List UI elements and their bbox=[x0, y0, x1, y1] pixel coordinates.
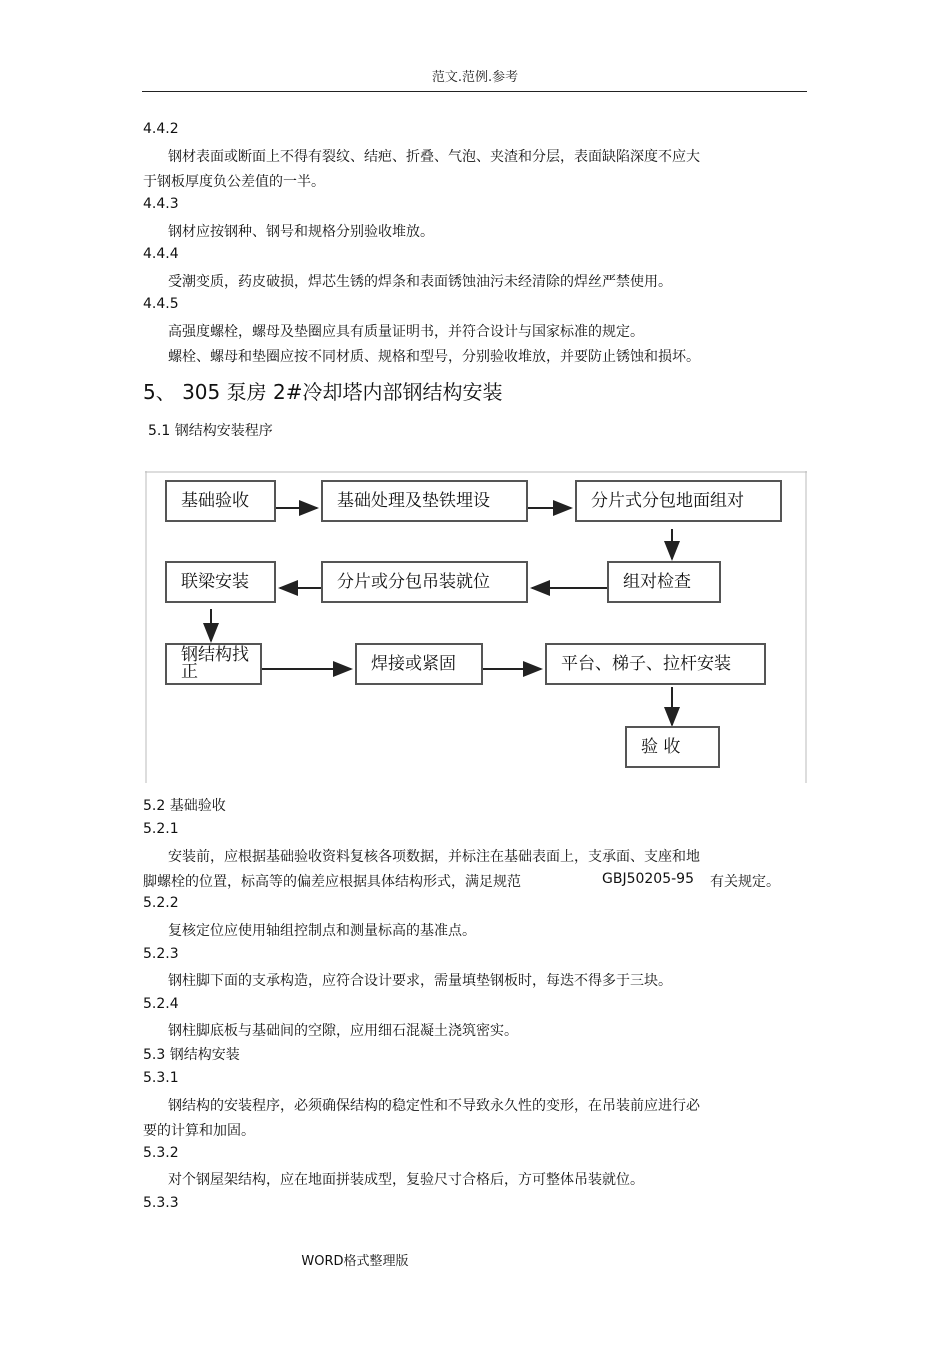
clause-text: 钢材应按钢种、钢号和规格分别验收堆放。 bbox=[168, 224, 434, 240]
clause-number: 5.3.3 bbox=[143, 1195, 179, 1211]
clause-text: 钢柱脚下面的支承构造，应符合设计要求，需量填垫钢板时，每迭不得多于三块。 bbox=[168, 973, 672, 989]
flow-step-beam-installation: 联梁安装 bbox=[165, 561, 276, 603]
clause-text: 受潮变质，药皮破损，焊芯生锈的焊条和表面锈蚀油污未经清除的焊丝严禁使用。 bbox=[168, 274, 672, 290]
standard-code: GBJ50205-95 bbox=[602, 871, 694, 887]
clause-number: 5.3.1 bbox=[143, 1070, 179, 1086]
clause-text: 于钢板厚度负公差值的一半。 bbox=[143, 174, 325, 190]
clause-text: 要的计算和加固。 bbox=[143, 1123, 255, 1139]
subsection-heading: 5.1 钢结构安装程序 bbox=[148, 423, 273, 439]
clause-text: 对个钢屋架结构，应在地面拼装成型，复验尺寸合格后，方可整体吊装就位。 bbox=[168, 1172, 644, 1188]
clause-text: 钢结构的安装程序，必须确保结构的稳定性和不导致永久性的变形，在吊装前应进行必 bbox=[168, 1098, 700, 1114]
flow-step-alignment: 钢结构找正 bbox=[165, 643, 262, 685]
header-rule bbox=[142, 91, 807, 92]
section-heading: 5、 305 泵房 2#冷却塔内部钢结构安装 bbox=[143, 380, 503, 404]
flow-step-ground-assembly: 分片式分包地面组对 bbox=[575, 480, 782, 522]
clause-number: 4.4.5 bbox=[143, 296, 179, 312]
clause-text: 复核定位应使用轴组控制点和测量标高的基准点。 bbox=[168, 923, 476, 939]
flow-step-platform-ladder: 平台、梯子、拉杆安装 bbox=[545, 643, 766, 685]
clause-text: 有关规定。 bbox=[710, 874, 780, 890]
subsection-heading: 5.3 钢结构安装 bbox=[143, 1047, 240, 1063]
clause-number: 4.4.4 bbox=[143, 246, 179, 262]
flow-step-foundation-acceptance: 基础验收 bbox=[165, 480, 276, 522]
flow-step-assembly-check: 组对检查 bbox=[607, 561, 721, 603]
subsection-heading: 5.2 基础验收 bbox=[143, 798, 226, 814]
clause-text: 高强度螺栓，螺母及垫圈应具有质量证明书，并符合设计与国家标准的规定。 bbox=[168, 324, 644, 340]
clause-number: 5.2.1 bbox=[143, 821, 179, 837]
clause-number: 5.2.3 bbox=[143, 946, 179, 962]
clause-text: 钢材表面或断面上不得有裂纹、结疤、折叠、气泡、夹渣和分层，表面缺陷深度不应大 bbox=[168, 149, 700, 165]
clause-number: 5.2.4 bbox=[143, 996, 179, 1012]
page-header: 范文.范例.参考 bbox=[431, 70, 519, 85]
clause-number: 4.4.3 bbox=[143, 196, 179, 212]
clause-number: 5.3.2 bbox=[143, 1145, 179, 1161]
flow-arrows bbox=[211, 508, 672, 725]
flow-step-lifting-positioning: 分片或分包吊装就位 bbox=[321, 561, 528, 603]
flow-step-final-acceptance: 验 收 bbox=[625, 726, 720, 768]
clause-number: 4.4.2 bbox=[143, 121, 179, 137]
clause-text: 螺栓、螺母和垫圈应按不同材质、规格和型号，分别验收堆放，并要防止锈蚀和损坏。 bbox=[168, 349, 700, 365]
clause-number: 5.2.2 bbox=[143, 895, 179, 911]
clause-text: 安装前，应根据基础验收资料复核各项数据，并标注在基础表面上，支承面、支座和地 bbox=[168, 849, 700, 865]
flow-step-foundation-treatment: 基础处理及垫铁埋设 bbox=[321, 480, 528, 522]
clause-text: 脚螺栓的位置，标高等的偏差应根据具体结构形式，满足规范 bbox=[143, 874, 521, 890]
flow-step-welding-fastening: 焊接或紧固 bbox=[355, 643, 483, 685]
clause-text: 钢柱脚底板与基础间的空隙，应用细石混凝土浇筑密实。 bbox=[168, 1023, 518, 1039]
page-footer: WORD格式整理版 bbox=[301, 1254, 409, 1269]
